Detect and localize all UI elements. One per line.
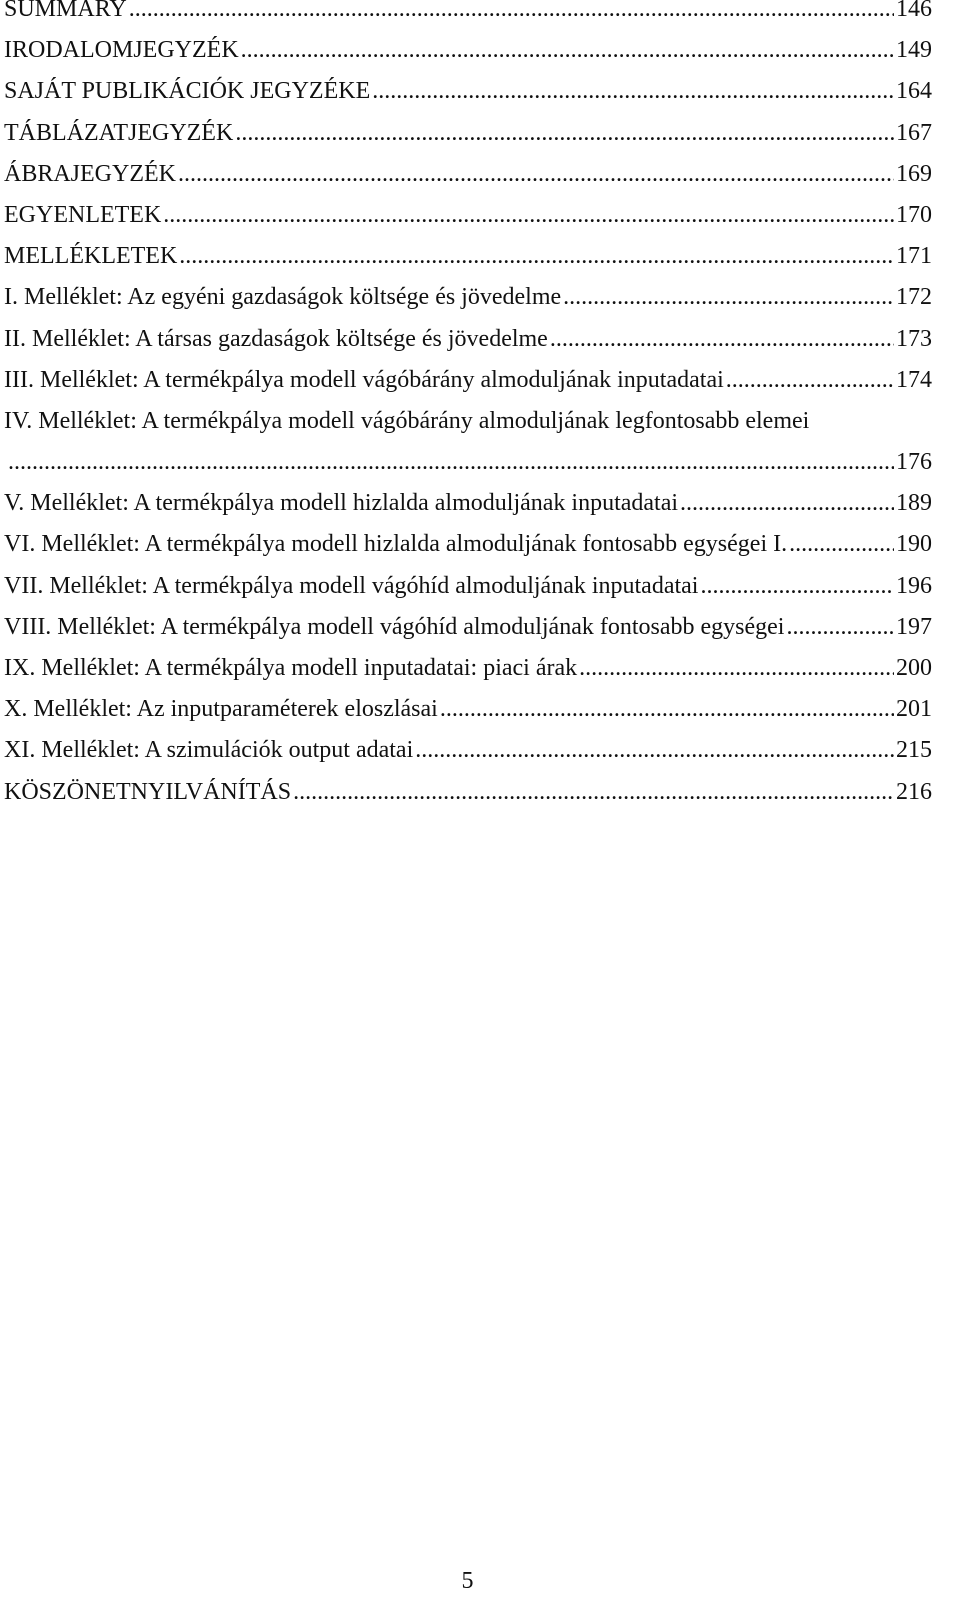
dot-leader [163,195,894,236]
toc-entry-label: VII. Melléklet: A termékpálya modell vágóhíd almoduljának inputadatai [4,572,699,599]
toc-entry-label: VI. Melléklet: A termékpálya modell hizlalda almoduljának fontosabb egységei I. [4,531,788,558]
dot-leader [415,730,894,771]
toc-entry-melleklet-1[interactable] [4,277,932,318]
toc-entry-melleklet-7[interactable] [4,566,932,607]
toc-entry-label: SUMMARY [4,0,127,22]
dot-leader [235,113,894,154]
toc-entry-melleklet-6[interactable] [4,524,932,565]
dot-leader [440,689,894,730]
dot-leader [550,319,894,360]
toc-entry-melleklet-9[interactable] [4,648,932,689]
toc-entry-label: SAJÁT PUBLIKÁCIÓK JEGYZÉKE [4,78,371,105]
toc-entry-page: 189 [896,490,932,517]
toc-entry-page: 164 [896,78,932,105]
toc-entry-page: 173 [896,325,932,352]
toc-entry-page: 190 [896,531,932,558]
dot-leader [563,277,894,318]
dot-leader [579,648,894,689]
toc-entry-page: 149 [896,37,932,64]
toc-entry-page: 167 [896,119,932,146]
toc-entry-page: 200 [896,655,932,682]
toc-entry-label: I. Melléklet: Az egyéni gazdaságok költsége és jövedelme [4,284,562,311]
toc-entry-page: 174 [896,366,932,393]
toc-entry-label: XI. Melléklet: A szimulációk output adatai [4,737,414,764]
toc-entry-mellekletek[interactable] [4,236,932,277]
toc-entry-page: 170 [896,201,932,228]
page-number: 5 [461,1568,474,1594]
toc-entry-melleklet-4[interactable] [4,401,932,483]
toc-entry-melleklet-3[interactable] [4,360,932,401]
dot-leader [241,30,894,71]
toc-entry-page: 197 [896,613,932,640]
toc-entry-irodalomjegyzek[interactable] [4,30,932,71]
dot-leader [8,442,894,483]
dot-leader [789,524,894,565]
toc-entry-melleklet-5[interactable] [4,483,932,524]
toc-entry-label: IX. Melléklet: A termékpálya modell inputadatai: piaci árak [4,655,578,682]
toc-entry-label: ÁBRAJEGYZÉK [4,160,176,187]
dot-leader [786,607,894,648]
toc-entry-tablazatjegyzek[interactable] [4,113,932,154]
toc-entry-label: IV. Melléklet: A termékpálya modell vágóbárány almoduljának legfontosabb elemei [4,407,810,434]
toc-entry-melleklet-11[interactable] [4,730,932,771]
toc-entry-page: 146 [896,0,932,22]
toc-entry-label: III. Melléklet: A termékpálya modell vágóbárány almoduljának inputadatai [4,366,724,393]
toc-entry-koszonetnyilvanitas[interactable] [4,772,932,813]
toc-entry-melleklet-2[interactable] [4,319,932,360]
toc-entry-melleklet-8[interactable] [4,607,932,648]
dot-leader [372,71,894,112]
toc-entry-page: 201 [896,696,932,723]
dot-leader [680,483,894,524]
toc-entry-label: EGYENLETEK [4,201,162,228]
toc-entry-page: 172 [896,284,932,311]
toc-entry-melleklet-10[interactable] [4,689,932,730]
table-of-contents [4,0,932,813]
toc-entry-label: X. Melléklet: Az inputparaméterek eloszlásai [4,696,438,723]
toc-entry-sajat-publikaciok[interactable] [4,71,932,112]
toc-entry-page: 196 [896,572,932,599]
toc-entry-egyenletek[interactable] [4,195,932,236]
toc-entry-page: 169 [896,160,932,187]
toc-entry-label: TÁBLÁZATJEGYZÉK [4,119,234,146]
toc-entry-label: MELLÉKLETEK [4,243,178,270]
toc-entry-label: IRODALOMJEGYZÉK [4,37,239,64]
dot-leader [178,154,894,195]
toc-entry-page: 215 [896,737,932,764]
toc-entry-label: KÖSZÖNETNYILVÁNÍTÁS [4,778,292,805]
dot-leader [726,360,894,401]
toc-entry-label: II. Melléklet: A társas gazdaságok költsége és jövedelme [4,325,548,352]
toc-entry-label: VIII. Melléklet: A termékpálya modell vágóhíd almoduljának fontosabb egységei [4,613,785,640]
dot-leader [129,0,894,30]
toc-entry-label: V. Melléklet: A termékpálya modell hizlalda almoduljának inputadatai [4,490,679,517]
toc-entry-abrajegyzek[interactable] [4,154,932,195]
toc-entry-page: 171 [896,243,932,270]
toc-entry-summary[interactable] [4,0,932,30]
dot-leader [700,566,894,607]
toc-entry-page: 216 [896,778,932,805]
dot-leader [293,772,894,813]
toc-entry-continuation [4,442,932,483]
toc-entry-page: 176 [896,449,932,476]
dot-leader [179,236,894,277]
